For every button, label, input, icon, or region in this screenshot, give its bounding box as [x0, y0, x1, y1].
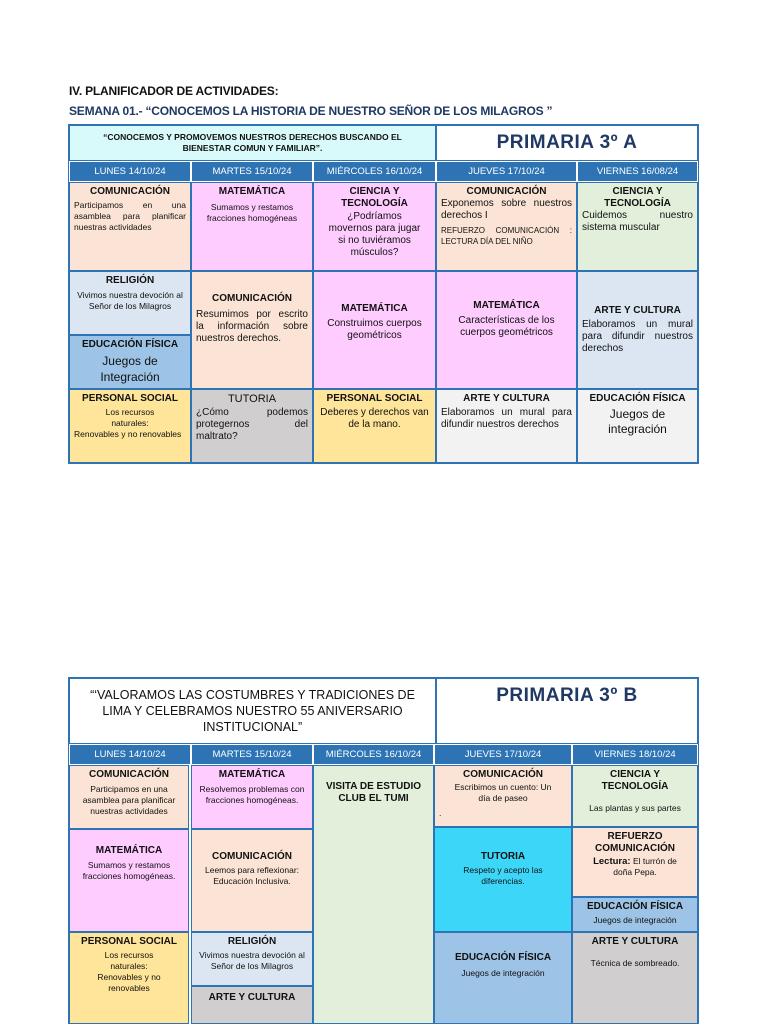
- subject-label: REFUERZO COMUNICACIÓN: [595, 831, 675, 854]
- schedule-cell: [191, 829, 313, 932]
- schedule-cell: [191, 932, 313, 986]
- activity-text: Características de los cuerpos geométricos: [458, 315, 555, 338]
- table-slogan: “‘VALORAMOS LAS COSTUMBRES Y TRADICIONES DE LIMA Y CELEBRAMOS NUESTRO 55 ANIVERSARIO INSTITUCIONAL”: [90, 688, 415, 734]
- subject-label: COMUNICACIÓN: [90, 186, 170, 197]
- schedule-cell: [69, 765, 189, 829]
- schedule-cell: [191, 182, 313, 271]
- schedule-cell: [436, 389, 577, 463]
- activity-text: Elaboramos un mural para difundir nuestros derechos: [582, 319, 693, 354]
- activity-text: Exponemos sobre nuestros derechos I: [441, 198, 572, 221]
- schedule-cell: [69, 932, 189, 1024]
- schedule-cell: [69, 389, 191, 463]
- schedule-cell: [434, 765, 572, 827]
- schedule-cell: [69, 335, 191, 389]
- schedule-cell: [577, 271, 698, 389]
- activity-text: Resolvemos problemas con fracciones homogéneas.: [199, 784, 305, 805]
- activity-text: Leemos para reflexionar: Educación Inclusiva.: [204, 865, 300, 886]
- table-slogan: “CONOCEMOS Y PROMOVEMOS NUESTROS DERECHOS BUSCANDO EL BIENESTAR COMUN Y FAMILIAR”.: [103, 132, 402, 153]
- subject-label: EDUCACIÓN FÍSICA: [589, 393, 686, 404]
- schedule-cell: [191, 986, 313, 1024]
- day-header: LUNES 14/10/24: [69, 744, 191, 765]
- subject-label: ARTE Y CULTURA: [594, 305, 681, 316]
- activity-text: Resumimos por escrito la información sobre nuestros derechos.: [196, 309, 308, 344]
- activity-text: .: [439, 808, 442, 818]
- subject-label: PERSONAL SOCIAL: [81, 936, 177, 947]
- day-header: MIÉRCOLES 16/10/24: [313, 161, 436, 182]
- activity-text: Sumamos y restamos fracciones homogéneas: [206, 202, 298, 223]
- activity-text: Deberes y derechos van de la mano.: [320, 407, 429, 430]
- schedule-cell: [69, 182, 191, 271]
- schedule-cell: [436, 271, 577, 389]
- section-heading: IV. PLANIFICADOR DE ACTIVIDADES:: [69, 84, 279, 98]
- activity-text: Renovables y no renovables: [74, 429, 182, 439]
- activity-text: El turrón de doña Pepa.: [613, 856, 677, 877]
- activity-text: Sumamos y restamos fracciones homogéneas.: [82, 860, 176, 881]
- subject-label: EDUCACIÓN FÍSICA: [81, 339, 179, 350]
- subject-label: CIENCIA Y TECNOLOGÍA: [601, 769, 669, 792]
- schedule-cell: [313, 765, 434, 1024]
- subject-label: EDUCACIÓN FÍSICA: [586, 901, 684, 912]
- day-header: MIÉRCOLES 16/10/24: [313, 744, 434, 765]
- schedule-cell: [577, 182, 698, 271]
- schedule-cell: [572, 827, 698, 897]
- subject-label: PERSONAL SOCIAL: [82, 393, 178, 404]
- subject-label: CIENCIA Y TECNOLOGÍA: [604, 186, 671, 209]
- subject-label: RELIGIÓN: [105, 275, 155, 286]
- subject-label: COMUNICACIÓN: [212, 293, 292, 304]
- activity-text: Los recursos naturales:: [104, 950, 154, 971]
- subject-label: EDUCACIÓN FÍSICA: [454, 952, 552, 963]
- activity-text: Escribimos un cuento: Un día de paseo: [454, 782, 552, 803]
- activity-text: Elaboramos un mural para difundir nuestros derechos: [441, 407, 572, 430]
- schedule-cell: [313, 389, 436, 463]
- subject-label: ARTE Y CULTURA: [208, 992, 296, 1003]
- subject-label: RELIGIÓN: [227, 936, 277, 947]
- activity-text: Renovables y no renovables: [97, 972, 161, 993]
- grade-title: PRIMARIA 3º B: [496, 685, 638, 706]
- subject-label: COMUNICACIÓN: [89, 769, 169, 780]
- schedule-cell: [572, 932, 698, 1024]
- subject-label: TUTORIA: [480, 851, 526, 862]
- activity-text: Juegos de Integración: [100, 354, 160, 384]
- activity-text: Respeto y acepto las diferencias.: [463, 865, 543, 886]
- activity-text: Vivimos nuestra devoción al Señor de los Milagros: [77, 290, 183, 311]
- day-header: MARTES 15/10/24: [191, 161, 313, 182]
- activity-text: Vivimos nuestra devoción al Señor de los Milagros: [199, 950, 305, 971]
- schedule-cell: [313, 182, 436, 271]
- schedule-cell: [191, 389, 313, 463]
- schedule-cell: [572, 765, 698, 827]
- grade-title: PRIMARIA 3º A: [496, 132, 638, 153]
- day-header: JUEVES 17/10/24: [436, 161, 577, 182]
- schedule-cell: [69, 271, 191, 335]
- subject-label: CIENCIA Y TECNOLOGÍA: [341, 186, 408, 209]
- activity-text: Las plantas y sus partes: [589, 803, 681, 813]
- subject-label: MATEMÁTICA: [218, 186, 286, 197]
- schedule-cell: [572, 897, 698, 932]
- subject-label: ARTE Y CULTURA: [591, 936, 679, 947]
- subject-label: MATEMÁTICA: [95, 845, 163, 856]
- activity-text: Juegos de integración: [461, 968, 545, 978]
- activity-note: REFUERZO COMUNICACIÓN : LECTURA DÍA DEL NIÑO: [441, 226, 572, 246]
- day-header: LUNES 14/10/24: [69, 161, 191, 182]
- subject-label: PERSONAL SOCIAL: [326, 393, 423, 404]
- day-header: VIERNES 18/10/24: [572, 744, 698, 765]
- subject-label: COMUNICACIÓN: [463, 769, 543, 780]
- activity-text: Juegos de integración: [593, 915, 677, 925]
- subject-label: MATEMÁTICA: [473, 300, 540, 311]
- subject-label: TUTORIA: [227, 393, 277, 405]
- subject-label: MATEMÁTICA: [341, 303, 408, 314]
- schedule-cell: [191, 765, 313, 829]
- week-title: SEMANA 01.- “CONOCEMOS LA HISTORIA DE NUESTRO SEÑOR DE LOS MILAGROS ”: [69, 104, 553, 118]
- schedule-cell: [191, 271, 313, 389]
- activity-text: Cuidemos nuestro sistema muscular: [582, 210, 693, 233]
- activity-text: Técnica de sombreado.: [590, 958, 680, 968]
- subject-label: MATEMÁTICA: [218, 769, 286, 780]
- subject-label: COMUNICACIÓN: [466, 186, 547, 197]
- subject-label: VISITA DE ESTUDIO CLUB EL TUMI: [325, 781, 421, 804]
- schedule-cell: [436, 182, 577, 271]
- schedule-cell: [434, 827, 572, 932]
- schedule-cell: [313, 271, 436, 389]
- activity-text: Participamos en una asamblea para planificar nuestras actividades: [74, 200, 186, 232]
- activity-text: Construimos cuerpos geométricos: [327, 318, 422, 341]
- activity-text: Los recursos naturales:: [105, 407, 155, 428]
- activity-text: Participamos en una asamblea para planificar nuestras actividades: [82, 784, 176, 816]
- day-header: MARTES 15/10/24: [191, 744, 313, 765]
- subject-label: ARTE Y CULTURA: [463, 393, 550, 404]
- activity-text: Juegos de integración: [608, 407, 667, 436]
- reading-label: Lectura:: [593, 856, 631, 867]
- day-header: VIERNES 16/08/24: [577, 161, 698, 182]
- activity-text: ¿Podríamos movernos para jugar si no tuviéramos músculos?: [328, 211, 421, 258]
- subject-label: COMUNICACIÓN: [212, 851, 292, 862]
- activity-text: ¿Cómo podemos protegernos del maltrato?: [196, 407, 308, 442]
- day-header: JUEVES 17/10/24: [434, 744, 572, 765]
- schedule-cell: [434, 932, 572, 1024]
- schedule-cell: [577, 389, 698, 463]
- schedule-cell: [69, 829, 189, 932]
